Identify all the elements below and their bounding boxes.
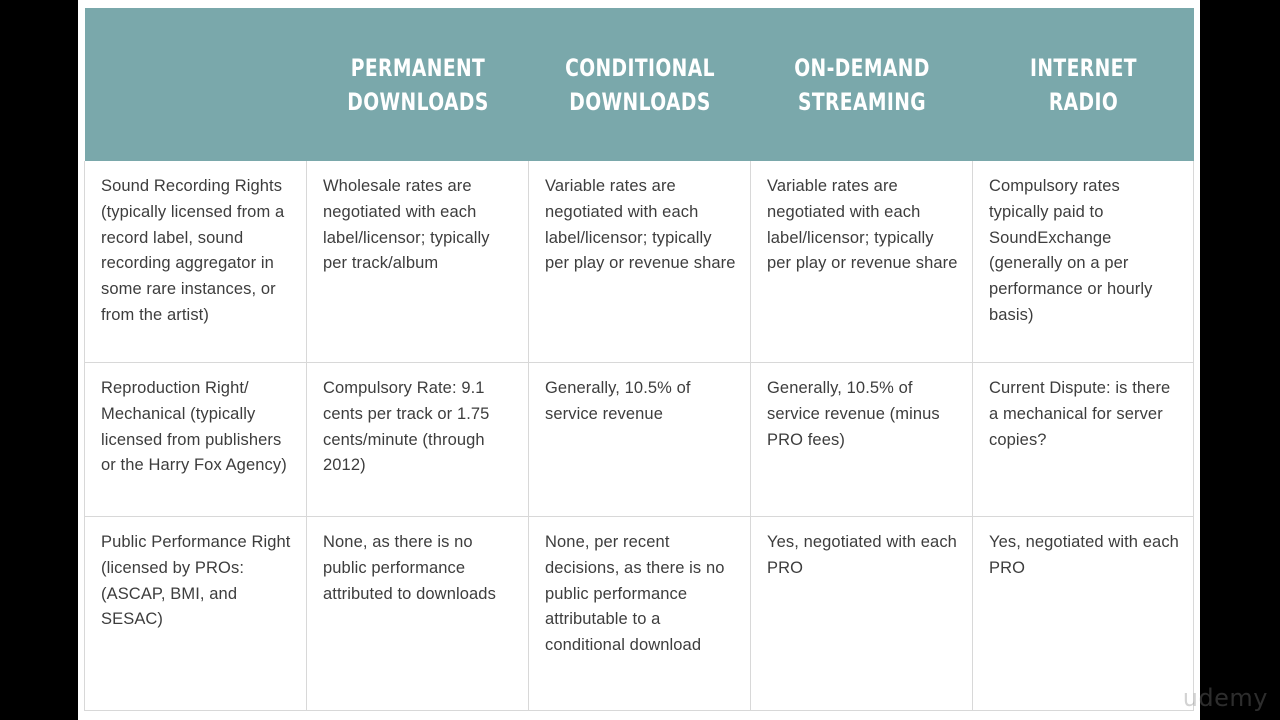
table-header-row: [85, 8, 1194, 161]
table-cell: Wholesale rates are negotiated with each label/licensor; typically per track/album: [307, 161, 529, 363]
licensing-table-container: [84, 8, 1193, 710]
row-label-sound-recording: Sound Recording Rights (typically licensed from a record label, sound recording aggregator in some rare instances, or from the artist): [85, 161, 307, 363]
table-cell: Generally, 10.5% of service revenue (minus PRO fees): [751, 363, 973, 517]
header-conditional-downloads: CONDITIONAL DOWNLOADS: [529, 8, 751, 161]
table-cell: None, per recent decisions, as there is no public performance attributable to a conditional download: [529, 517, 751, 711]
table-row: [85, 363, 1194, 517]
table-cell: Current Dispute: is there a mechanical for server copies?: [973, 363, 1194, 517]
table-cell: Compulsory rates typically paid to SoundExchange (generally on a per performance or hourly basis): [973, 161, 1194, 363]
slide: [78, 0, 1200, 720]
table-row: [85, 517, 1194, 711]
table-cell: Yes, negotiated with each PRO: [973, 517, 1194, 711]
header-empty: [85, 8, 307, 161]
table-cell: Generally, 10.5% of service revenue: [529, 363, 751, 517]
header-internet-radio: INTERNET RADIO: [973, 8, 1194, 161]
row-label-reproduction-right: Reproduction Right/ Mechanical (typically licensed from publishers or the Harry Fox Agency): [85, 363, 307, 517]
licensing-table: [84, 8, 1194, 711]
header-permanent-downloads: PERMANENT DOWNLOADS: [307, 8, 529, 161]
table-row: [85, 161, 1194, 363]
table-cell: None, as there is no public performance attributed to downloads: [307, 517, 529, 711]
table-cell: Yes, negotiated with each PRO: [751, 517, 973, 711]
table-cell: Variable rates are negotiated with each label/licensor; typically per play or revenue share: [751, 161, 973, 363]
header-on-demand-streaming: ON-DEMAND STREAMING: [751, 8, 973, 161]
table-cell: Compulsory Rate: 9.1 cents per track or 1.75 cents/minute (through 2012): [307, 363, 529, 517]
row-label-public-performance: Public Performance Right (licensed by PROs: (ASCAP, BMI, and SESAC): [85, 517, 307, 711]
udemy-watermark: udemy: [1182, 684, 1268, 712]
table-cell: Variable rates are negotiated with each label/licensor; typically per play or revenue share: [529, 161, 751, 363]
